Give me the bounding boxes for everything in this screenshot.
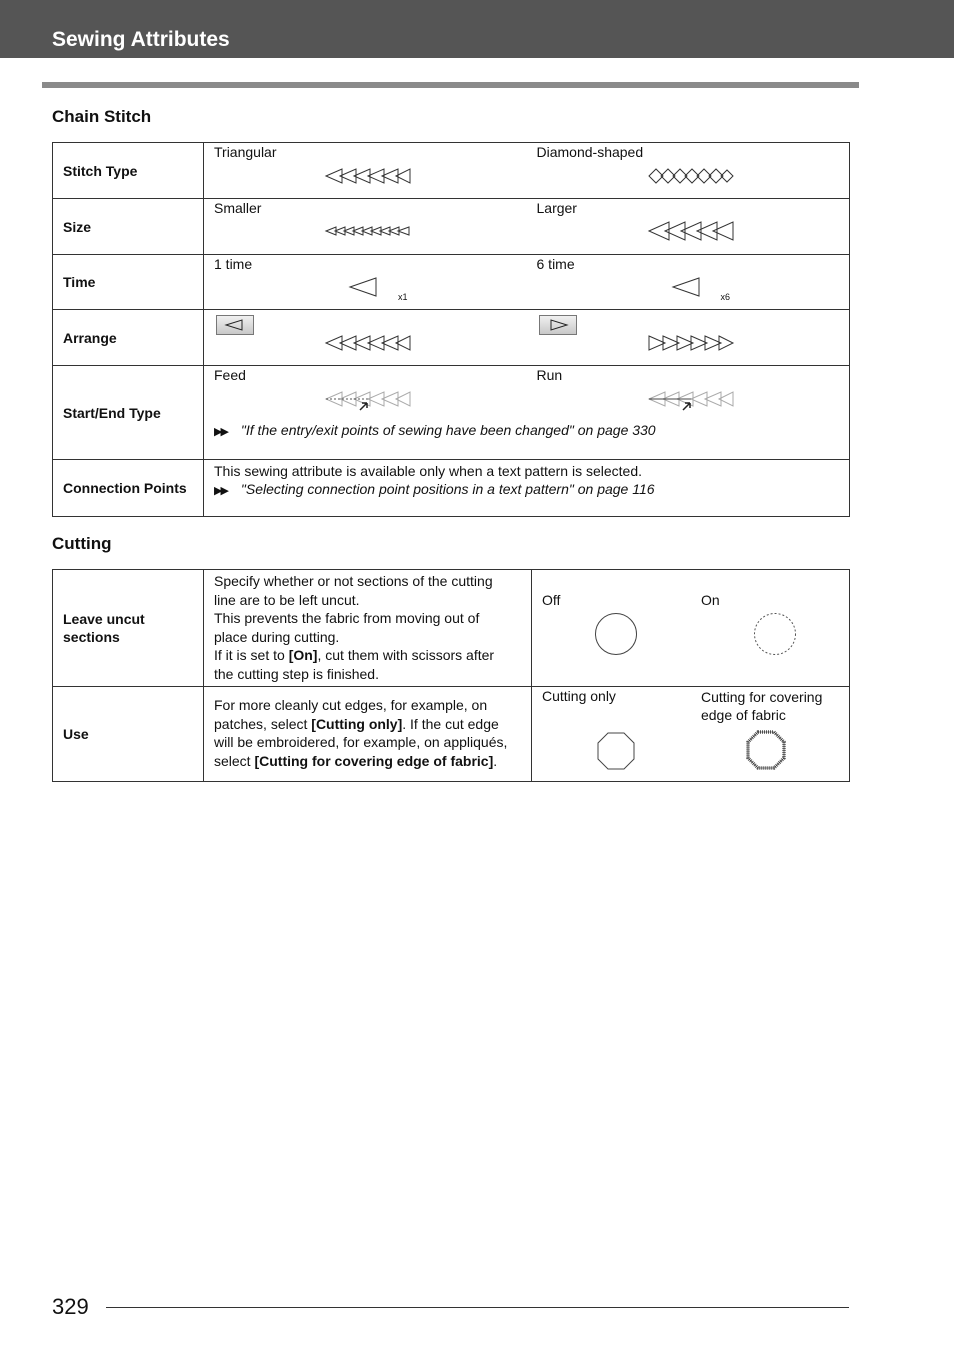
option-label: Feed — [214, 367, 246, 383]
row-label: Connection Points — [53, 460, 204, 517]
triangle-right-icon — [540, 316, 576, 334]
run-stitch-icon — [647, 390, 735, 412]
option-label: 6 time — [536, 256, 575, 272]
triangle-left-icon — [217, 316, 253, 334]
solid-circle-icon — [594, 612, 638, 656]
table-row — [53, 460, 850, 517]
row-description: This sewing attribute is available only when a text pattern is selected. — [214, 463, 643, 479]
option-label: Cutting only — [542, 688, 616, 704]
option-label: Run — [536, 367, 563, 383]
row-description: Specify whether or not sections of the cutting line are to be left uncut. This prevents the fabric from moving out of place during cutting. If it is set to [On], cut them with scissors after the cutting step is finished. — [214, 573, 495, 682]
row-label: Time — [53, 255, 204, 310]
large-stitch-icon — [647, 220, 735, 242]
footer-rule — [106, 1307, 849, 1308]
table-row — [53, 570, 850, 687]
option-label: Larger — [536, 200, 577, 216]
row-description: For more cleanly cut edges, for example, on patches, select [Cutting only]. If the cut edge will be embroidered, for example, on appliqués, select [Cutting for covering edge of fabric]. — [214, 697, 508, 769]
option-label: On — [700, 592, 720, 608]
row-label: Stitch Type — [53, 143, 204, 199]
diamond-stitch-icon — [647, 167, 735, 185]
option-label: Off — [542, 592, 561, 608]
row-label: Arrange — [53, 310, 204, 366]
page-number: 329 — [52, 1294, 89, 1319]
satin-edge-octagon-icon — [745, 729, 787, 771]
option-label: Cutting for covering edge of fabric — [700, 689, 823, 723]
right-arranged-stitch-icon — [647, 334, 735, 352]
table-row — [53, 143, 850, 199]
option-label: 1 time — [214, 256, 253, 272]
dashed-circle-icon — [753, 612, 797, 656]
single-stitch-icon — [348, 276, 380, 298]
row-label: Leave uncut sections — [53, 570, 204, 687]
table-row — [53, 199, 850, 255]
table-row — [53, 310, 850, 366]
feed-stitch-icon — [324, 390, 412, 412]
table-row — [53, 255, 850, 310]
repeat-mark: x1 — [398, 292, 408, 302]
option-label: Triangular — [214, 144, 277, 160]
option-label: Diamond-shaped — [536, 144, 644, 160]
section-rule — [42, 82, 859, 88]
cutting-table — [52, 569, 850, 782]
table-row — [53, 366, 850, 460]
page-title: Sewing Attributes — [52, 28, 230, 51]
arrange-right-button[interactable] — [539, 315, 577, 335]
left-arranged-stitch-icon — [324, 334, 412, 352]
octagon-cut-icon — [596, 731, 636, 771]
page-reference-link[interactable]: "If the entry/exit points of sewing have been changed" on page 330 — [240, 422, 656, 438]
chain-stitch-heading: Chain Stitch — [52, 107, 152, 126]
reference-arrow-icon: ▶▶ — [214, 485, 227, 497]
chain-stitch-table — [52, 142, 850, 517]
page-reference-link[interactable]: "Selecting connection point positions in a text pattern" on page 116 — [240, 481, 655, 497]
page-header — [0, 0, 954, 58]
single-stitch-icon — [671, 276, 703, 298]
row-label: Use — [53, 687, 204, 782]
option-label: Smaller — [214, 200, 262, 216]
row-label: Size — [53, 199, 204, 255]
cutting-heading: Cutting — [52, 534, 112, 553]
arrange-left-button[interactable] — [216, 315, 254, 335]
row-label: Start/End Type — [53, 366, 204, 460]
triangular-stitch-icon — [324, 167, 412, 185]
repeat-mark: x6 — [720, 292, 731, 302]
table-row — [53, 687, 850, 782]
reference-arrow-icon: ▶▶ — [214, 426, 227, 438]
small-stitch-icon — [324, 224, 412, 238]
